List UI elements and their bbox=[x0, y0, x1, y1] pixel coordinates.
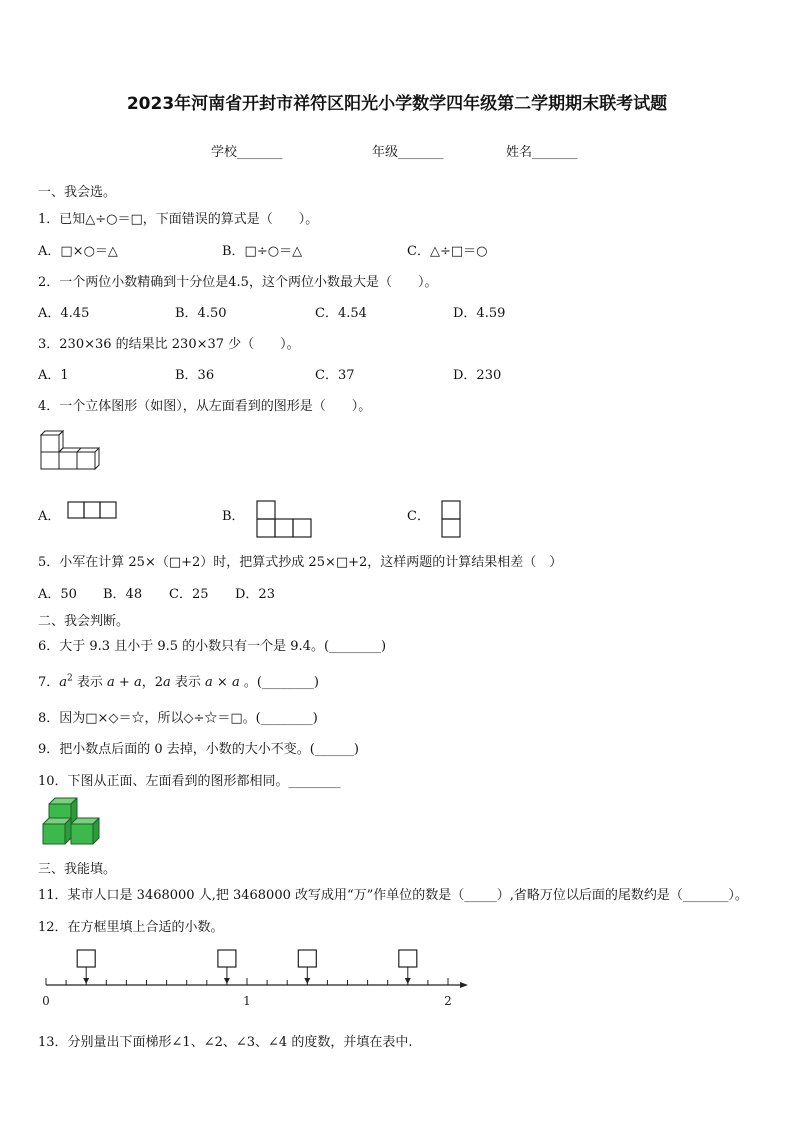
answer-box bbox=[218, 950, 236, 967]
pointer-arrow bbox=[224, 978, 230, 984]
q5-option-a: A．50 bbox=[38, 587, 77, 602]
question-2: 2．一个两位小数精确到十分位是4.5，这个两位小数最大是（ ）。 bbox=[38, 275, 438, 290]
q1-option-b: B．□÷○＝△ bbox=[222, 244, 303, 259]
page-title: 2023年河南省开封市祥符区阳光小学数学四年级第二学期期末联考试题 bbox=[126, 94, 668, 114]
q7-sep: ，2 bbox=[141, 675, 163, 690]
q7-number: 7． bbox=[38, 675, 60, 690]
pointer-arrow bbox=[405, 978, 411, 984]
q2-option-c: C．4.54 bbox=[315, 306, 367, 321]
q7-exponent: 2 bbox=[67, 673, 73, 684]
q3-option-c: C．37 bbox=[315, 368, 355, 383]
q7-expr-1: a + a bbox=[107, 675, 142, 690]
q3-option-b: B．36 bbox=[175, 368, 215, 383]
q2-option-d: D．4.59 bbox=[453, 306, 506, 321]
question-12: 12．在方框里填上合适的小数。 bbox=[38, 920, 224, 935]
number-line-label: 1 bbox=[243, 994, 251, 1008]
question-11: 11．某市人口是 3468000 人,把 3468000 改写成用“万”作单位的数是（_____）,省略万位以后面的尾数约是（_______）。 bbox=[38, 888, 748, 903]
q7-expr-2: a × a bbox=[205, 675, 240, 690]
q10-green-cubes bbox=[41, 796, 105, 848]
answer-box bbox=[77, 950, 95, 967]
q4-option-b-figure bbox=[256, 500, 312, 538]
section-1-heading: 一、我会选。 bbox=[38, 185, 117, 200]
question-8: 8．因为□×◇＝☆，所以◇÷☆＝□。(________) bbox=[38, 711, 318, 726]
question-1: 1．已知△÷○＝□，下面错误的算式是（ ）。 bbox=[38, 212, 319, 227]
name-field: 姓名_______ bbox=[506, 145, 578, 160]
q5-option-d: D．23 bbox=[235, 587, 275, 602]
section-2-heading: 二、我会判断。 bbox=[38, 614, 130, 629]
question-9: 9．把小数点后面的 0 去掉，小数的大小不变。(______) bbox=[38, 742, 359, 757]
q4-option-b: B． bbox=[222, 509, 245, 524]
q5-option-b: B．48 bbox=[103, 587, 143, 602]
q2-option-b: B．4.50 bbox=[175, 306, 227, 321]
question-10: 10．下图从正面、左面看到的图形都相同。________ bbox=[38, 774, 341, 789]
q4-option-c-figure bbox=[441, 500, 461, 538]
answer-box bbox=[298, 950, 316, 967]
q3-option-a: A．1 bbox=[38, 368, 69, 383]
q4-option-a-figure bbox=[67, 501, 119, 519]
q7-text-2: 表示 bbox=[170, 675, 206, 690]
grade-field: 年级_______ bbox=[372, 145, 444, 160]
answer-box bbox=[399, 950, 417, 967]
q4-option-c: C． bbox=[407, 509, 430, 524]
question-5: 5．小军在计算 25×（□+2）时，把算式抄成 25×□+2，这样两题的计算结果相差（ ） bbox=[38, 555, 563, 570]
q7-tail: 。(________) bbox=[239, 675, 319, 690]
q4-option-a: A． bbox=[38, 509, 61, 524]
q4-solid-figure bbox=[38, 430, 102, 472]
q1-option-c: C．△÷□＝○ bbox=[407, 244, 488, 259]
pointer-arrow bbox=[304, 978, 310, 984]
q12-number-line bbox=[30, 945, 480, 1015]
q1-option-a: A．□×○＝△ bbox=[38, 244, 118, 259]
number-line-label: 0 bbox=[42, 994, 50, 1008]
q2-option-a: A．4.45 bbox=[38, 306, 90, 321]
q5-option-c: C．25 bbox=[169, 587, 209, 602]
q7-var-a2: a bbox=[163, 675, 171, 690]
number-line-label: 2 bbox=[444, 994, 452, 1008]
school-field: 学校_______ bbox=[211, 145, 283, 160]
number-line-arrow bbox=[460, 982, 468, 988]
question-3: 3．230×36 的结果比 230×37 少（ ）。 bbox=[38, 337, 300, 352]
pointer-arrow bbox=[83, 978, 89, 984]
question-7 bbox=[38, 671, 319, 690]
question-6: 6．大于 9.3 且小于 9.5 的小数只有一个是 9.4。(________) bbox=[38, 639, 387, 654]
q7-text-1: 表示 bbox=[72, 675, 108, 690]
section-3-heading: 三、我能填。 bbox=[38, 862, 117, 877]
question-4: 4．一个立体图形（如图），从左面看到的图形是（ ）。 bbox=[38, 399, 372, 414]
q3-option-d: D．230 bbox=[453, 368, 502, 383]
question-13: 13．分别量出下面梯形∠1、∠2、∠3、∠4 的度数，并填在表中. bbox=[38, 1035, 413, 1050]
q7-var-a: a bbox=[59, 675, 68, 690]
